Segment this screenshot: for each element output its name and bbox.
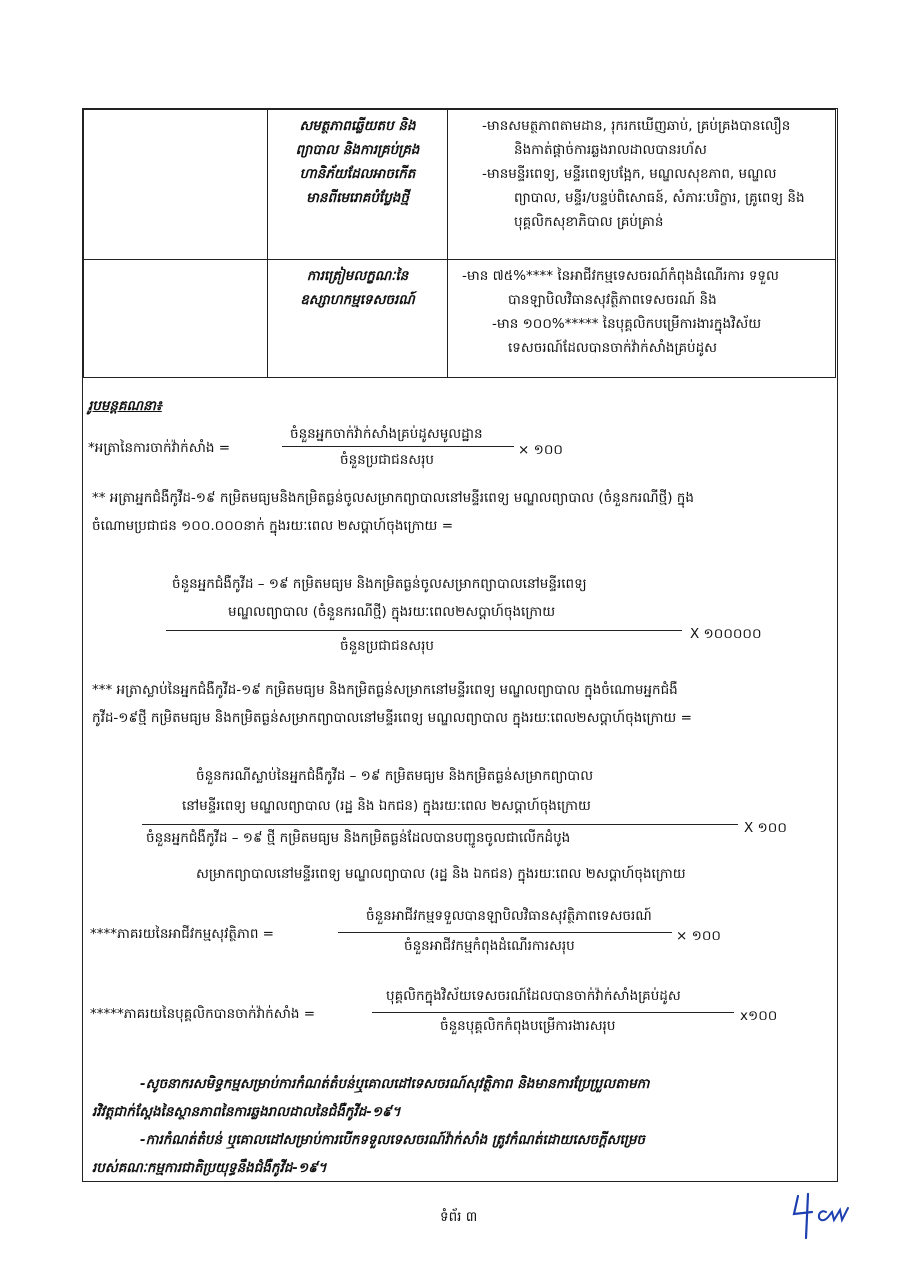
note-line: រវិវត្តជាក់ស្តែងនៃស្ថានភាពនៃការឆ្លងរាលដាលនៃជំងឺកូវីដ-១៩។ — [92, 1104, 401, 1120]
content-line: -មាន ១០០%***** នៃបុគ្គលិកបម្រើការងារក្នុងវិស័យ — [492, 316, 762, 332]
formula5-numerator: បុគ្គលិកក្នុងវិស័យទេសចរណ៍ដែលបានចាក់វ៉ាក់សាំងគ្រប់ដូស — [386, 988, 681, 1004]
formula3-numerator: ចំនួនករណីស្លាប់នៃអ្នកជំងឺកូវីដ – ១៩ កម្រិតមធ្យម និងកម្រិតធ្ងន់សម្រាកព្យាបាល — [196, 768, 594, 784]
formula3-denominator: សម្រាកព្យាបាលនៅមន្ទីរពេទ្យ មណ្ឌលព្យាបាល (រដ្ឋ និង ឯកជន) ក្នុងរយៈពេល ២សប្តាហ៍ចុងក្រោយ — [196, 866, 686, 882]
formulas-heading: រូបមន្តគណនា៖ — [88, 398, 162, 414]
formula3-denominator: ចំនួនអ្នកជំងឺកូវីដ – ១៩ ថ្មី កម្រិតមធ្យម និងកម្រិតធ្ងន់ដែលបានបញ្ជូនចូលជាលើកដំបូង — [146, 830, 571, 846]
criteria-table — [83, 109, 836, 378]
empty-cell — [84, 260, 268, 378]
table-row — [84, 260, 836, 378]
note-line: របស់គណៈកម្មការជាតិប្រយុទ្ធនឹងជំងឺកូវីដ-១៩។ — [92, 1160, 327, 1176]
content-line: -មានមន្ទីរពេទ្យ, មន្ទីរពេទ្យបង្អែក, មណ្ឌលសុខភាព, មណ្ឌល — [482, 166, 777, 182]
formula4-numerator: ចំនួនអាជីវកម្មទទួលបានឡាបិលវិធានសុវត្ថិភាពទេសចរណ៍ — [366, 908, 652, 924]
content-line: ទេសចរណ៍ដែលបានចាក់វ៉ាក់សាំងគ្រប់ដូស — [508, 340, 718, 356]
formula4-denominator: ចំនួនអាជីវកម្មកំពុងដំណើរការសរុប — [404, 938, 575, 954]
formula3-multiplier: X ១០០ — [744, 820, 787, 836]
formula4-multiplier: × ១០០ — [676, 928, 721, 944]
formula4-label: ****ភាគរយនៃអាជីវកម្មសុវត្ថិភាព = — [90, 926, 274, 942]
formula1-multiplier: × ១០០ — [518, 442, 563, 458]
formula3-intro: កូវីដ-១៩ថ្មី កម្រិតមធ្យម និងកម្រិតធ្ងន់សម្រាកព្យាបាលនៅមន្ទីរពេទ្យ មណ្ឌលព្យាបាល ក្នុងរយៈពេល២សប្តាហ៍ចុងក្រោយ = — [92, 710, 692, 726]
formula1-denominator: ចំនួនប្រជាជនសរុប — [340, 452, 434, 468]
label-line: ហានិភ័យដែលអាចកើត — [299, 166, 416, 182]
formula2-numerator: ចំនួនអ្នកជំងឺកូវីដ – ១៩ កម្រិតមធ្យម និងកម្រិតធ្ងន់ចូលសម្រាកព្យាបាលនៅមន្ទីរពេទ្យ — [172, 576, 587, 592]
criteria-label — [268, 260, 448, 378]
formula5-multiplier: x១០០ — [740, 1008, 778, 1024]
label-line: សមត្ថភាពឆ្លើយតប និង — [299, 118, 416, 134]
label-line: មានពីមេរោគបំប្លែងថ្មី — [306, 190, 409, 206]
formula1-label: *អត្រានៃការចាក់វ៉ាក់សាំង = — [88, 440, 231, 456]
note-line: -ការកំណត់តំបន់ ឬគោលដៅសម្រាប់ការបើកទទួលទេសចរណ៍វ៉ាក់សាំង ត្រូវកំណត់ដោយសេចក្តីសម្រេច — [140, 1132, 645, 1148]
handwritten-initials — [790, 1188, 870, 1244]
content-line: ព្យាបាល, មន្ទីរ/បន្ទប់ពិសោធន៍, សំភារៈបរិក្ខារ, គ្រូពេទ្យ និង — [514, 190, 805, 206]
page-number: ទំព័រ ៣ — [440, 1209, 478, 1225]
criteria-label — [268, 110, 448, 260]
formula3-numerator: នៅមន្ទីរពេទ្យ មណ្ឌលព្យាបាល (រដ្ឋ និង ឯកជន) ក្នុងរយៈពេល ២សប្តាហ៍ចុងក្រោយ — [182, 798, 591, 814]
criteria-content — [448, 110, 836, 260]
content-line: បុគ្គលិកសុខាភិបាល គ្រប់គ្រាន់ — [514, 214, 664, 230]
formula3-intro: *** អត្រាស្លាប់នៃអ្នកជំងឺកូវីដ-១៩ កម្រិតមធ្យម និងកម្រិតធ្ងន់សម្រាកនៅមន្ទីរពេទ្យ មណ្ឌលព្យាបាល ក្នុងចំណោមអ្នកជំងឺ — [92, 682, 678, 698]
formula2-intro: ចំណោមប្រជាជន ១០០.០០០នាក់ ក្នុងរយៈពេល ២សប្តាហ៍ចុងក្រោយ = — [92, 518, 454, 534]
criteria-content — [448, 260, 836, 378]
formula2-denominator: ចំនួនប្រជាជនសរុប — [340, 638, 434, 654]
formula2-intro: ** អត្រាអ្នកជំងឺកូវីដ-១៩ កម្រិតមធ្យមនិងកម្រិតធ្ងន់ចូលសម្រាកព្យាបាលនៅមន្ទីរពេទ្យ មណ្ឌលព្យាបាល (ចំនួនករណីថ្មី) ក្នុង — [92, 490, 694, 506]
content-line: និងកាត់ផ្តាច់ការឆ្លងរាលដាលបានរហ័ស — [514, 142, 707, 158]
fraction-bar — [372, 1012, 734, 1013]
fraction-bar — [166, 630, 682, 631]
formula1-numerator: ចំនួនអ្នកចាក់វ៉ាក់សាំងគ្រប់ដូសមូលដ្ឋាន — [290, 426, 483, 442]
content-line: -មានសមត្ថភាពតាមដាន, រុករកឃើញឆាប់, គ្រប់គ្រងបានលឿន — [482, 118, 791, 134]
label-line: ព្យាបាល និងការគ្រប់គ្រង — [295, 142, 420, 158]
formula5-label: *****ភាគរយនៃបុគ្គលិកបានចាក់វ៉ាក់សាំង = — [90, 1006, 316, 1022]
formula5-denominator: ចំនួនបុគ្គលិកកំពុងបម្រើការងារសរុប — [440, 1018, 616, 1034]
fraction-bar — [142, 824, 738, 825]
content-line: -មាន ៧៥%**** នៃអាជីវកម្មទេសចរណ៍កំពុងដំណើរការ ទទួល — [462, 268, 779, 284]
fraction-bar — [338, 932, 672, 933]
formula2-multiplier: X ១០០០០០ — [690, 626, 762, 642]
table-row — [84, 110, 836, 260]
label-line: ការត្រៀមលក្ខណៈនៃ — [306, 268, 409, 284]
label-line: ឧស្សាហកម្មទេសចរណ៍ — [300, 292, 415, 308]
content-line: បានឡាបិលវិធានសុវត្ថិភាពទេសចរណ៍ និង — [508, 292, 717, 308]
fraction-bar — [282, 446, 514, 447]
formula2-numerator: មណ្ឌលព្យាបាល (ចំនួនករណីថ្មី) ក្នុងរយៈពេល២សប្តាហ៍ចុងក្រោយ — [228, 604, 556, 620]
empty-cell — [84, 110, 268, 260]
note-line: -សូចនាករសមិទ្ធកម្មសម្រាប់ការកំណត់តំបន់ឬគោលដៅទេសចរណ៍សុវត្ថិភាព និងមានការប្រែប្រួលតាមកា — [140, 1076, 650, 1092]
